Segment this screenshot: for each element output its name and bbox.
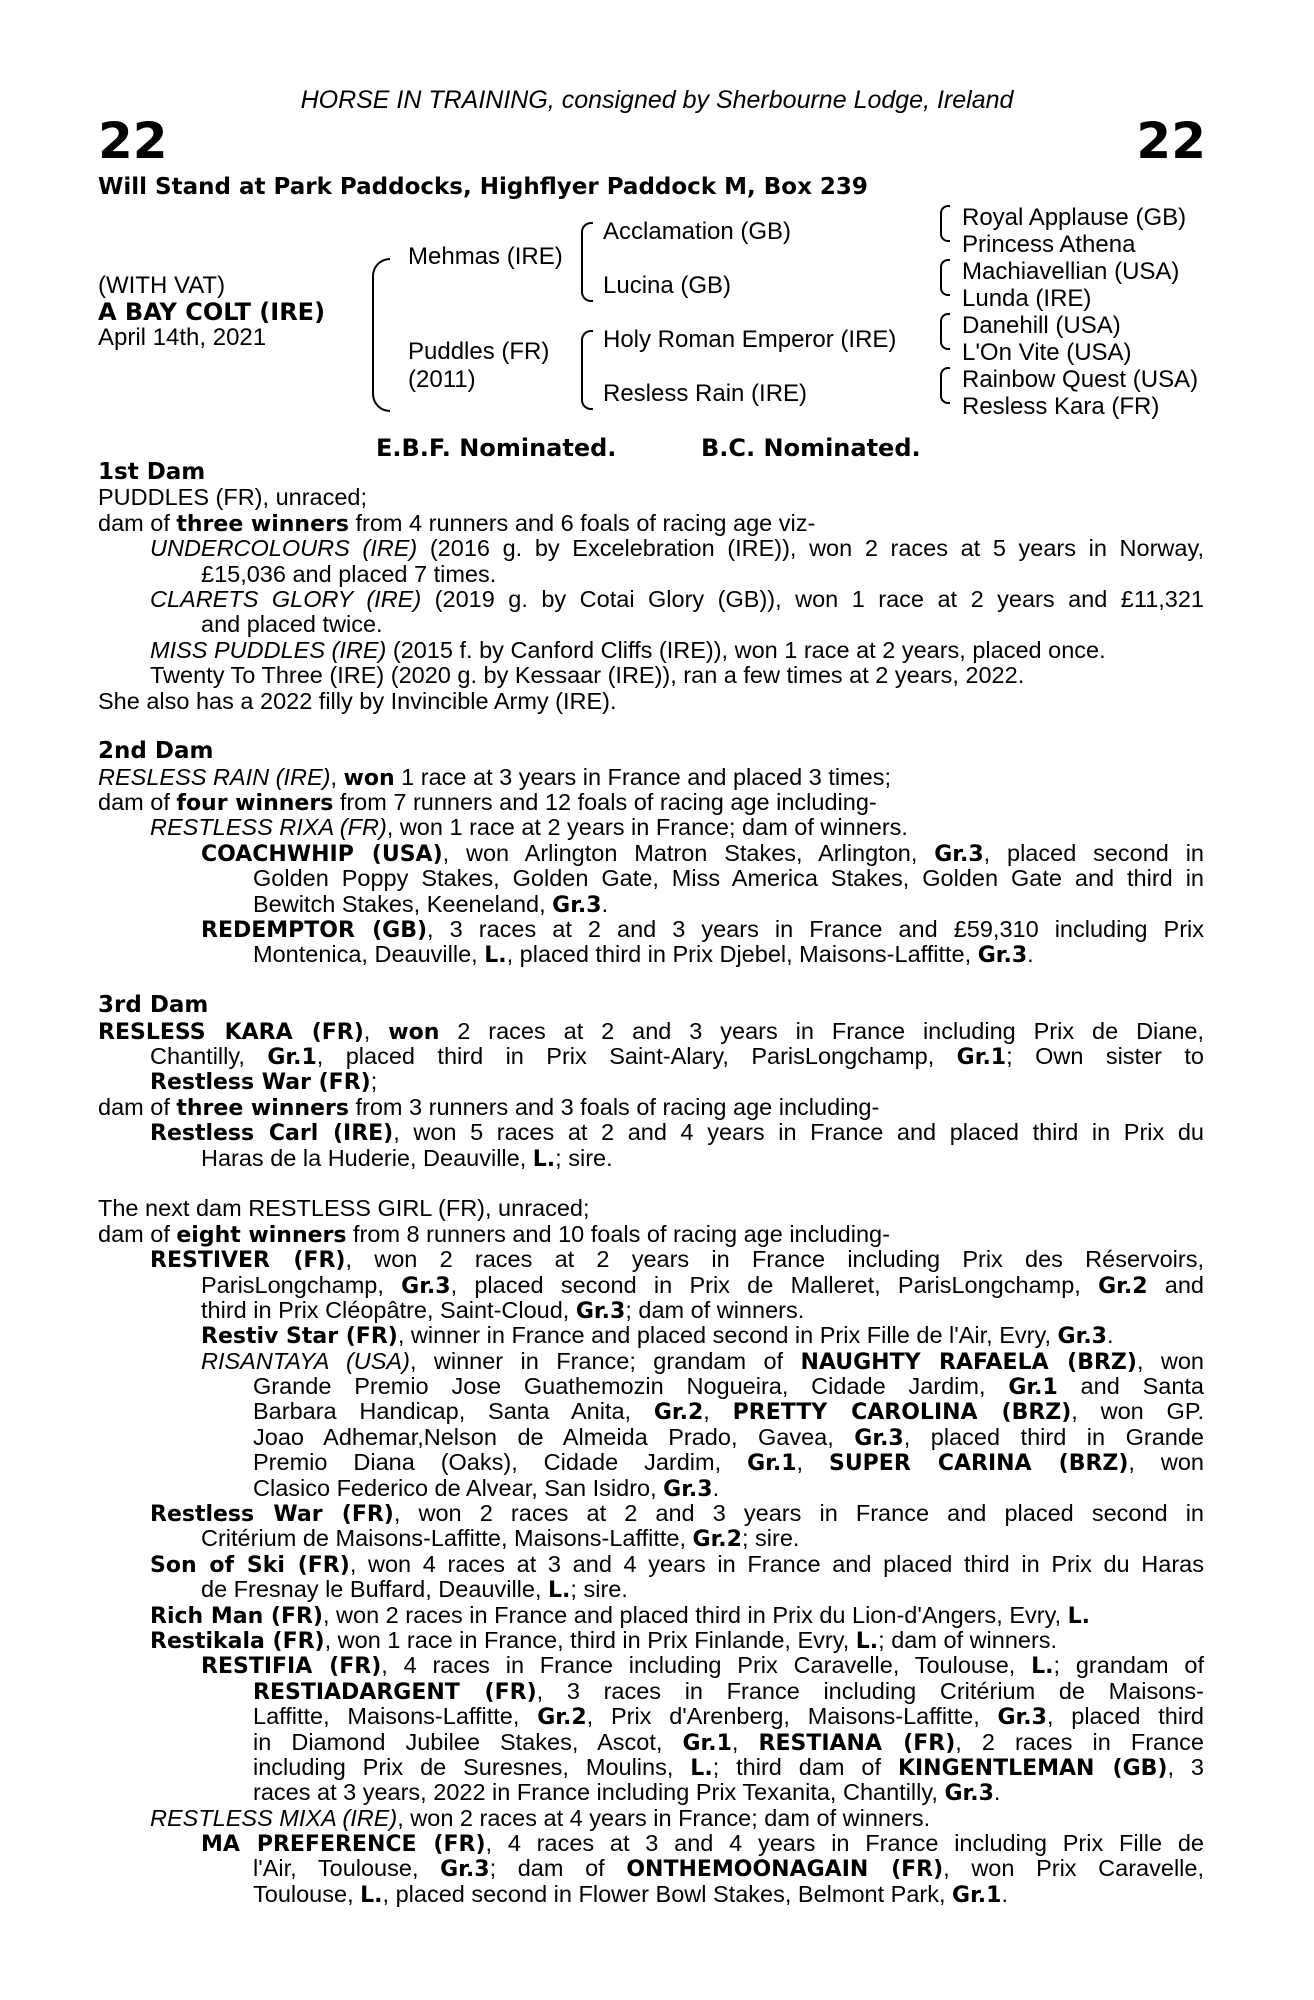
gg-lunda: Lunda (IRE) <box>962 285 1092 312</box>
dam: Puddles (FR) <box>408 338 550 365</box>
produce-miss-puddles: MISS PUDDLES (IRE) (2015 f. by Canford Cliffs (IRE)), won 1 race at 2 years, placed once. <box>150 636 1106 663</box>
third-dam-produce-line: dam of three winners from 3 runners and 3 foals of racing age including- <box>98 1093 880 1121</box>
produce-undercolours: UNDERCOLOURS (IRE) (2016 g. by Excelebration (IRE)), won 2 races at 5 years in Norway, <box>150 535 1204 562</box>
bracket-gg4 <box>940 367 950 404</box>
produce-rich-man: Rich Man (FR), won 2 races in France and placed third in Prix du Lion-d'Angers, Evry, L. <box>150 1601 1091 1629</box>
produce-restikala: Restikala (FR), won 1 race in France, third in Prix Finlande, Evry, L.; dam of winners. <box>150 1626 1058 1654</box>
third-dam-line-cont2: Restless War (FR); <box>150 1068 378 1096</box>
foaling-date: April 14th, 2021 <box>98 324 267 351</box>
lot-number-right: 22 <box>1136 112 1206 170</box>
ebf-nomination: E.B.F. Nominated. <box>376 434 617 462</box>
produce-son-of-ski-cont: de Fresnay le Buffard, Deauville, L.; sire. <box>201 1576 628 1604</box>
first-dam-produce-line: dam of three winners from 4 runners and 6 foals of racing age viz- <box>98 509 816 537</box>
produce-son-of-ski: Son of Ski (FR), won 4 races at 3 and 4 years in France and placed third in Prix du Haras <box>150 1550 1204 1578</box>
produce-risantaya-cont4: Premio Diana (Oaks), Cidade Jardim, Gr.1, SUPER CARINA (BRZ), won <box>253 1449 1204 1477</box>
produce-risantaya-cont3: Joao Adhemar,Nelson de Almeida Prado, Gavea, Gr.3, placed third in Grande <box>253 1423 1204 1451</box>
produce-restiadargent-cont2: in Diamond Jubilee Stakes, Ascot, Gr.1, RESTIANA (FR), 2 races in France <box>253 1728 1204 1756</box>
bracket-sire <box>581 222 593 302</box>
gg-rainbow-quest: Rainbow Quest (USA) <box>962 366 1199 393</box>
first-dam-heading: 1st Dam <box>98 459 206 485</box>
gg-princess-athena: Princess Athena <box>962 231 1136 258</box>
produce-undercolours-cont: £15,036 and placed 7 times. <box>201 560 497 587</box>
gg-resless-kara: Resless Kara (FR) <box>962 393 1160 420</box>
sire-sire: Acclamation (GB) <box>603 218 792 245</box>
produce-risantaya: RISANTAYA (USA), winner in France; grandam of NAUGHTY RAFAELA (BRZ), won <box>201 1347 1205 1375</box>
produce-restiver-cont1: ParisLongchamp, Gr.3, placed second in Prix de Malleret, ParisLongchamp, Gr.2 and <box>201 1271 1204 1299</box>
third-dam-line-cont1: Chantilly, Gr.1, placed third in Prix Saint-Alary, ParisLongchamp, Gr.1; Own sister to <box>150 1042 1204 1070</box>
vat-status: (WITH VAT) <box>98 272 226 299</box>
produce-restiver: RESTIVER (FR), won 2 races at 2 years in France including Prix des Réservoirs, <box>150 1246 1204 1274</box>
dam-year: (2011) <box>408 366 476 393</box>
produce-twenty-to-three: Twenty To Three (IRE) (2020 g. by Kessaar (IRE)), ran a few times at 2 years, 2022. <box>150 662 1025 689</box>
consignment-header: HORSE IN TRAINING, consigned by Sherbourne Lodge, Ireland <box>300 86 1014 114</box>
dam-dam: Resless Rain (IRE) <box>603 380 808 407</box>
next-dam-line: The next dam RESTLESS GIRL (FR), unraced; <box>98 1195 590 1222</box>
produce-ma-preference-cont2: Toulouse, L., placed second in Flower Bowl Stakes, Belmont Park, Gr.1. <box>253 1880 1008 1908</box>
produce-restiadargent-cont4: races at 3 years, 2022 in France including Prix Texanita, Chantilly, Gr.3. <box>253 1779 1001 1807</box>
produce-ma-preference: MA PREFERENCE (FR), 4 races at 3 and 4 years in France including Prix Fille de <box>201 1830 1204 1858</box>
produce-restless-carl-cont: Haras de la Huderie, Deauville, L.; sire. <box>201 1144 613 1172</box>
gg-machiavellian: Machiavellian (USA) <box>962 258 1180 285</box>
gg-danehill: Danehill (USA) <box>962 312 1121 339</box>
produce-restiadargent-cont3: including Prix de Suresnes, Moulins, L.; third dam of KINGENTLEMAN (GB), 3 <box>253 1753 1204 1781</box>
produce-restiadargent: RESTIADARGENT (FR), 3 races in France including Critérium de Maisons- <box>253 1677 1204 1705</box>
sire-dam: Lucina (GB) <box>603 272 732 299</box>
next-dam-produce-line: dam of eight winners from 8 runners and 10 foals of racing age including- <box>98 1220 890 1248</box>
second-dam-produce-line: dam of four winners from 7 runners and 12 foals of racing age including- <box>98 789 877 817</box>
produce-restless-carl: Restless Carl (IRE), won 5 races at 2 and 4 years in France and placed third in Prix du <box>150 1119 1204 1147</box>
pedigree-notes <box>98 460 1204 1907</box>
produce-clarets-glory: CLARETS GLORY (IRE) (2019 g. by Cotai Glory (GB)), won 1 race at 2 years and £11,321 <box>150 585 1205 612</box>
sire: Mehmas (IRE) <box>408 243 563 270</box>
she-also-line: She also has a 2022 filly by Invincible Army (IRE). <box>98 687 617 714</box>
produce-coachwhip: COACHWHIP (USA), won Arlington Matron Stakes, Arlington, Gr.3, placed second in <box>201 839 1204 867</box>
produce-ma-preference-cont1: l'Air, Toulouse, Gr.3; dam of ONTHEMOONAGAIN (FR), won Prix Caravelle, <box>253 1855 1204 1883</box>
lot-number-left: 22 <box>98 112 168 170</box>
produce-restless-rixa: RESTLESS RIXA (FR), won 1 race at 2 years in France; dam of winners. <box>150 814 908 841</box>
second-dam-heading: 2nd Dam <box>98 738 214 765</box>
produce-restiver-cont2: third in Prix Cléopâtre, Saint-Cloud, Gr.3; dam of winners. <box>201 1296 805 1324</box>
bracket-gg2 <box>940 259 950 296</box>
stabling-info: Will Stand at Park Paddocks, Highflyer Paddock M, Box 239 <box>98 174 868 200</box>
produce-redemptor: REDEMPTOR (GB), 3 races at 2 and 3 years in France and £59,310 including Prix <box>201 916 1204 944</box>
produce-restless-war-cont: Critérium de Maisons-Laffitte, Maisons-Laffitte, Gr.2; sire. <box>201 1525 800 1553</box>
bc-nomination: B.C. Nominated. <box>701 434 921 462</box>
third-dam-heading: 3rd Dam <box>98 992 209 1019</box>
second-dam-line: RESLESS RAIN (IRE), won 1 race at 3 years in France and placed 3 times; <box>98 763 891 791</box>
first-dam-line: PUDDLES (FR), unraced; <box>98 484 368 511</box>
produce-restless-mixa: RESTLESS MIXA (IRE), won 2 races at 4 years in France; dam of winners. <box>150 1804 931 1831</box>
produce-clarets-glory-cont: and placed twice. <box>201 611 383 638</box>
produce-coachwhip-cont2: Bewitch Stakes, Keeneland, Gr.3. <box>253 890 609 918</box>
dam-sire: Holy Roman Emperor (IRE) <box>603 326 897 353</box>
bracket-main <box>372 258 390 412</box>
produce-restless-war: Restless War (FR), won 2 races at 2 and 3 years in France and placed second in <box>150 1500 1204 1528</box>
produce-restiadargent-cont1: Laffitte, Maisons-Laffitte, Gr.2, Prix d'Arenberg, Maisons-Laffitte, Gr.3, placed third <box>253 1703 1204 1731</box>
horse-name: A BAY COLT (IRE) <box>98 298 326 326</box>
produce-risantaya-cont1: Grande Premio Jose Guathemozin Nogueira, Cidade Jardim, Gr.1 and Santa <box>253 1373 1204 1401</box>
bracket-dam <box>581 330 593 410</box>
gg-royal-applause: Royal Applause (GB) <box>962 204 1187 231</box>
bracket-gg3 <box>940 313 950 350</box>
produce-restiv-star: Restiv Star (FR), winner in France and placed second in Prix Fille de l'Air, Evry, Gr.3. <box>201 1322 1114 1350</box>
produce-coachwhip-cont1: Golden Poppy Stakes, Golden Gate, Miss America Stakes, Golden Gate and third in <box>253 865 1204 892</box>
bracket-gg1 <box>940 205 950 242</box>
third-dam-line: RESLESS KARA (FR), won 2 races at 2 and 3 years in France including Prix de Diane, <box>98 1017 1205 1045</box>
produce-redemptor-cont: Montenica, Deauville, L., placed third in Prix Djebel, Maisons-Laffitte, Gr.3. <box>253 941 1034 969</box>
gg-lon-vite: L'On Vite (USA) <box>962 339 1132 366</box>
produce-risantaya-cont2: Barbara Handicap, Santa Anita, Gr.2, PRETTY CAROLINA (BRZ), won GP. <box>253 1398 1205 1426</box>
produce-restifia: RESTIFIA (FR), 4 races in France including Prix Caravelle, Toulouse, L.; grandam of <box>201 1652 1205 1680</box>
produce-risantaya-cont5: Clasico Federico de Alvear, San Isidro, Gr.3. <box>253 1474 720 1502</box>
